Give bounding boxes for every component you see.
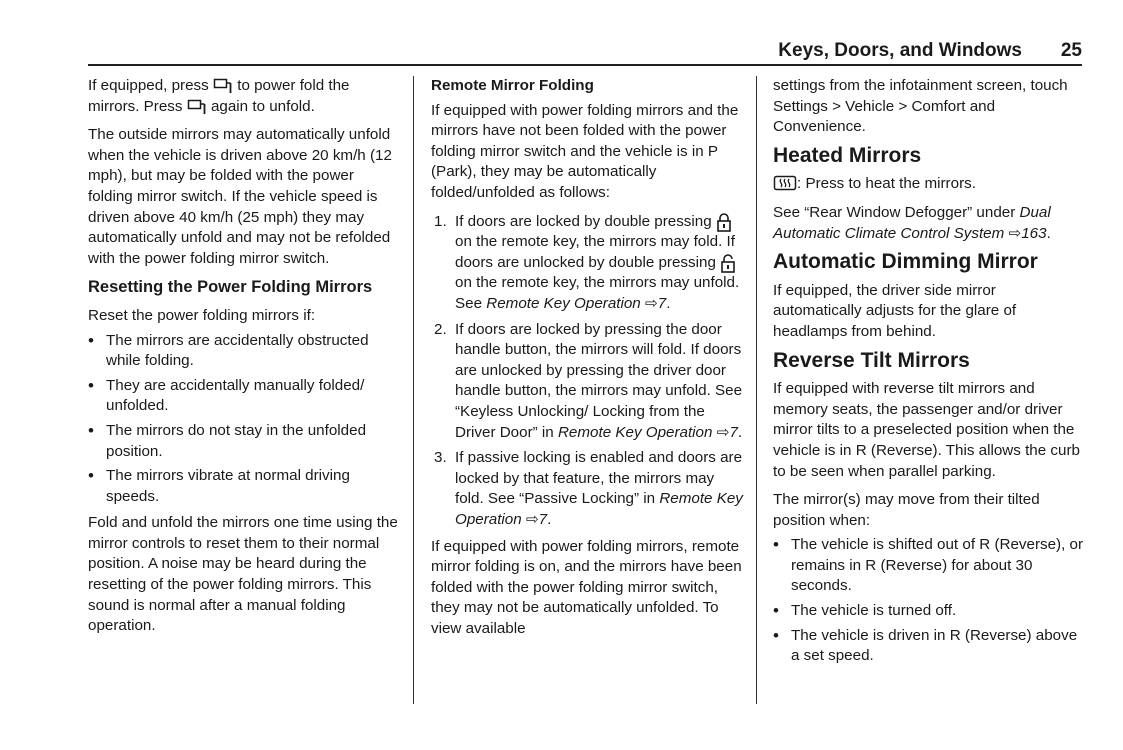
column-2 [431,76,744,647]
list-item: • The vehicle is driven in R (Reverse) above a set speed. [773,626,1085,667]
list-item: 1. If doors are locked by double pressing on the remote key, the mirrors may fold. If doors are unlocked by double pressing on the remote key, the mirrors may unfold. See Remote Key Operation ⇨7. [434,212,740,312]
remote-folding-heading: Remote Mirror Folding [431,77,594,94]
cross-reference[interactable]: Remote Key Operation [486,294,641,312]
cross-reference[interactable]: Dual Automatic Climate Control System [773,203,1051,242]
page-ref[interactable]: 7 [538,510,548,528]
column-divider-2 [756,76,757,704]
list-item: • The mirrors vibrate at normal driving speeds. [88,466,400,507]
settings-continuation: settings from the infotainment screen, touch Settings > Vehicle > Comfort and Convenience. [773,77,1068,136]
page-ref[interactable]: 7 [657,294,667,312]
resetting-heading: Resetting the Power Folding Mirrors [88,278,373,297]
remote-folding-steps [431,212,744,531]
auto-unfold-paragraph: The outside mirrors may automatically unfold when the vehicle is driven above 20 km/h (12 mph), but may be folded with the power folding mirror switch. If the vehicle speed is driven above 40 km/h (25 mph) they may automatically unfold and may not be refolded with the power folding mirror switch. [88,126,392,267]
reset-intro: Reset the power folding mirrors if: [88,306,316,324]
page-ref[interactable]: 163 [1021,224,1047,242]
list-item: • The mirrors are accidentally obstructed while folding. [88,331,400,372]
list-item: • The mirrors do not stay in the unfolded position. [88,421,400,462]
list-item: • They are accidentally manually folded/ unfolded. [88,376,400,417]
page-ref-arrow-icon: ⇨ [716,423,730,441]
list-item: • The vehicle is shifted out of R (Reverse), or remains in R (Reverse) for about 30 seconds. [773,535,1085,597]
column-3 [773,76,1085,673]
reverse-tilt-heading: Reverse Tilt Mirrors [773,348,970,372]
reset-procedure-paragraph: Fold and unfold the mirrors one time using the mirror controls to reset them to their normal position. A noise may be heard during the resetting of the power folding mirrors. This sound is normal after a manual folding operation. [88,514,398,635]
list-item: 3. If passive locking is enabled and doors are locked by that feature, the mirrors may fold. See “Passive Locking” in Remote Key Operation ⇨7. [434,449,743,528]
list-item: 2. If doors are locked by pressing the door handle button, the mirrors will fold. If doors are unlocked by pressing the driver door handle button, the mirrors may unfold. See “Keyless Unlocking/ Locking from the Driver Door” in Remote Key Operation ⇨7. [434,320,743,441]
move-bullet-list [773,535,1085,667]
reset-bullet-list [88,331,400,508]
cross-reference[interactable]: Remote Key Operation [455,490,743,528]
page-ref-arrow-icon: ⇨ [525,510,539,528]
page-number: 25 [1060,40,1082,61]
column-1 [88,76,400,645]
section-title: Keys, Doors, and Windows [778,40,1022,61]
page-ref[interactable]: 7 [729,423,738,441]
lock-icon [716,212,732,232]
dimming-mirror-text: If equipped, the driver side mirror automatically adjusts for the glare of headlamps from behind. [773,281,1017,340]
mirror-fold-icon [187,98,207,116]
reverse-tilt-text: If equipped with reverse tilt mirrors and memory seats, the passenger and/or driver mirror tilts to a preselected position when the vehicle is in R (Reverse). This allows the curb to be seen when parallel parking. [773,380,1080,480]
mirror-fold-icon [213,77,233,95]
unlock-icon [720,253,736,273]
fold-instructions: If equipped, press to power fold the mirrors. Press again to unfold. [88,77,350,115]
page-header [88,38,1082,66]
page-ref-arrow-icon: ⇨ [645,294,658,312]
heated-mirrors-heading: Heated Mirrors [773,143,922,167]
column-divider-1 [413,76,414,704]
dimming-mirror-heading: Automatic Dimming Mirror [773,250,1038,274]
rear-defog-icon [773,175,797,193]
move-intro: The mirror(s) may move from their tilted position when: [773,491,1040,529]
heated-mirrors-text: : Press to heat the mirrors. [773,174,1085,195]
defogger-reference: See “Rear Window Defogger” under Dual Automatic Climate Control System ⇨163. [773,203,1051,242]
header-rule [88,64,1082,66]
remote-folding-note: If equipped with power folding mirrors, remote mirror folding is on, and the mirrors have been folded with the power folding mirror switch, they may not be automatically unfolded. To view available [431,537,742,637]
page-ref-arrow-icon: ⇨ [1008,224,1022,242]
remote-folding-intro: If equipped with power folding mirrors and the mirrors have not been folded with the power folding mirror switch and the vehicle is in P (Park), they may be automatically folded/unfolded as follows: [431,101,739,201]
list-item: • The vehicle is turned off. [773,601,1085,622]
cross-reference[interactable]: Remote Key Operation [557,423,713,441]
